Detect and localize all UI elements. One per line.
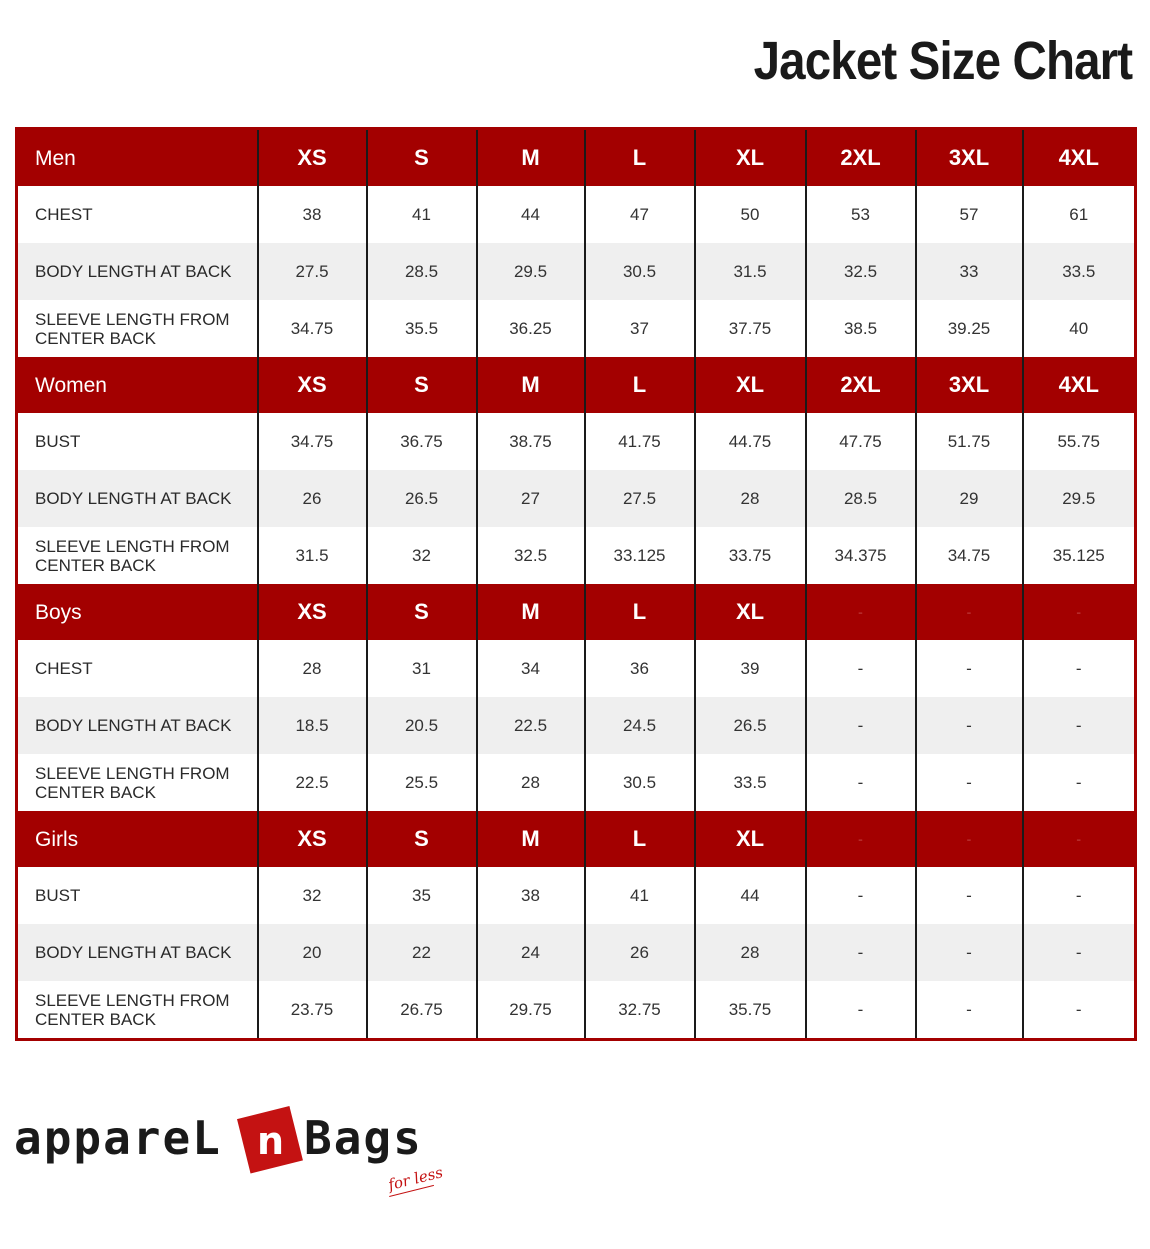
- measurement-label: BODY LENGTH AT BACK: [17, 470, 258, 527]
- measurement-row: [17, 867, 1136, 924]
- measurement-value: -: [1023, 981, 1136, 1040]
- size-header-cell: 2XL: [806, 129, 916, 187]
- measurement-value: 36.25: [477, 300, 585, 357]
- size-header-cell: XL: [695, 129, 806, 187]
- measurement-value: 32.5: [806, 243, 916, 300]
- size-header-cell: XS: [258, 584, 367, 640]
- measurement-value: 32.75: [585, 981, 695, 1040]
- logo-right-text: Bags: [304, 1111, 423, 1165]
- measurement-value: 41: [367, 186, 477, 243]
- measurement-value: 36.75: [367, 413, 477, 470]
- size-chart-table: [15, 127, 1137, 1041]
- logo-left-text: appareL: [14, 1111, 222, 1165]
- measurement-label: BUST: [17, 867, 258, 924]
- measurement-row: [17, 924, 1136, 981]
- measurement-value: 47: [585, 186, 695, 243]
- measurement-value: -: [916, 867, 1023, 924]
- measurement-value: 36: [585, 640, 695, 697]
- measurement-value: 47.75: [806, 413, 916, 470]
- measurement-value: 33: [916, 243, 1023, 300]
- measurement-value: 31.5: [258, 527, 367, 584]
- size-header-cell: M: [477, 584, 585, 640]
- brand-logo: [14, 1102, 445, 1195]
- measurement-label: BODY LENGTH AT BACK: [17, 924, 258, 981]
- size-header-cell: XL: [695, 811, 806, 867]
- size-header-cell: S: [367, 129, 477, 187]
- measurement-label: BODY LENGTH AT BACK: [17, 697, 258, 754]
- size-header-cell: L: [585, 811, 695, 867]
- size-header-cell: 4XL: [1023, 129, 1136, 187]
- measurement-label: BODY LENGTH AT BACK: [17, 243, 258, 300]
- measurement-value: 22.5: [258, 754, 367, 811]
- measurement-row: [17, 300, 1136, 357]
- measurement-value: 31: [367, 640, 477, 697]
- measurement-value: 22: [367, 924, 477, 981]
- size-header-cell: L: [585, 584, 695, 640]
- measurement-value: 31.5: [695, 243, 806, 300]
- measurement-value: -: [1023, 924, 1136, 981]
- measurement-row: [17, 640, 1136, 697]
- measurement-value: 20: [258, 924, 367, 981]
- size-header-cell: -: [916, 584, 1023, 640]
- size-header-cell: M: [477, 811, 585, 867]
- measurement-value: 28: [477, 754, 585, 811]
- measurement-value: 34: [477, 640, 585, 697]
- measurement-value: 26.75: [367, 981, 477, 1040]
- measurement-value: 23.75: [258, 981, 367, 1040]
- measurement-value: 61: [1023, 186, 1136, 243]
- size-header-cell: S: [367, 811, 477, 867]
- measurement-value: 41: [585, 867, 695, 924]
- section-name: Girls: [17, 811, 258, 867]
- measurement-value: -: [806, 981, 916, 1040]
- measurement-value: 33.5: [1023, 243, 1136, 300]
- measurement-value: 18.5: [258, 697, 367, 754]
- measurement-value: 35.125: [1023, 527, 1136, 584]
- measurement-value: 25.5: [367, 754, 477, 811]
- size-header-cell: XS: [258, 811, 367, 867]
- measurement-label: CHEST: [17, 640, 258, 697]
- measurement-value: 34.75: [258, 300, 367, 357]
- measurement-value: 30.5: [585, 754, 695, 811]
- measurement-value: 53: [806, 186, 916, 243]
- size-header-cell: 2XL: [806, 357, 916, 413]
- measurement-value: -: [916, 754, 1023, 811]
- measurement-label: SLEEVE LENGTH FROM CENTER BACK: [17, 981, 258, 1040]
- measurement-row: [17, 754, 1136, 811]
- measurement-value: 37: [585, 300, 695, 357]
- size-header-cell: XS: [258, 129, 367, 187]
- measurement-value: -: [916, 640, 1023, 697]
- measurement-value: 44: [695, 867, 806, 924]
- measurement-value: 34.75: [258, 413, 367, 470]
- measurement-row: [17, 470, 1136, 527]
- logo-tagline: for less: [386, 1163, 445, 1195]
- measurement-value: 33.5: [695, 754, 806, 811]
- measurement-value: 28: [695, 924, 806, 981]
- measurement-value: -: [916, 981, 1023, 1040]
- measurement-row: [17, 527, 1136, 584]
- size-header-cell: S: [367, 357, 477, 413]
- measurement-value: 37.75: [695, 300, 806, 357]
- measurement-value: -: [806, 867, 916, 924]
- size-chart-body: [17, 129, 1136, 1040]
- measurement-row: [17, 697, 1136, 754]
- measurement-value: 38: [258, 186, 367, 243]
- measurement-value: 51.75: [916, 413, 1023, 470]
- section-name: Women: [17, 357, 258, 413]
- size-header-cell: 4XL: [1023, 357, 1136, 413]
- measurement-value: 30.5: [585, 243, 695, 300]
- measurement-value: 22.5: [477, 697, 585, 754]
- measurement-value: -: [916, 924, 1023, 981]
- measurement-value: 28.5: [806, 470, 916, 527]
- measurement-value: 38.75: [477, 413, 585, 470]
- measurement-value: 29: [916, 470, 1023, 527]
- measurement-label: SLEEVE LENGTH FROM CENTER BACK: [17, 527, 258, 584]
- section-header-row: [17, 811, 1136, 867]
- measurement-value: 33.125: [585, 527, 695, 584]
- section-name: Men: [17, 129, 258, 187]
- measurement-value: -: [1023, 697, 1136, 754]
- measurement-value: 24.5: [585, 697, 695, 754]
- measurement-value: 27.5: [585, 470, 695, 527]
- measurement-label: BUST: [17, 413, 258, 470]
- measurement-value: -: [1023, 867, 1136, 924]
- measurement-value: 39.25: [916, 300, 1023, 357]
- size-header-cell: -: [1023, 584, 1136, 640]
- size-header-cell: S: [367, 584, 477, 640]
- measurement-value: 32.5: [477, 527, 585, 584]
- size-header-cell: XL: [695, 584, 806, 640]
- measurement-value: 41.75: [585, 413, 695, 470]
- measurement-value: -: [806, 640, 916, 697]
- measurement-value: 26.5: [695, 697, 806, 754]
- measurement-value: 29.5: [477, 243, 585, 300]
- measurement-value: 27.5: [258, 243, 367, 300]
- logo-box-letter: n: [257, 1119, 285, 1163]
- measurement-value: 29.5: [1023, 470, 1136, 527]
- size-header-cell: XS: [258, 357, 367, 413]
- section-header-row: [17, 584, 1136, 640]
- measurement-value: 35: [367, 867, 477, 924]
- measurement-value: 55.75: [1023, 413, 1136, 470]
- measurement-value: 33.75: [695, 527, 806, 584]
- measurement-value: 29.75: [477, 981, 585, 1040]
- measurement-value: 32: [258, 867, 367, 924]
- measurement-value: 34.375: [806, 527, 916, 584]
- measurement-value: 20.5: [367, 697, 477, 754]
- measurement-value: 27: [477, 470, 585, 527]
- measurement-label: SLEEVE LENGTH FROM CENTER BACK: [17, 754, 258, 811]
- measurement-value: 39: [695, 640, 806, 697]
- measurement-value: -: [1023, 754, 1136, 811]
- measurement-row: [17, 981, 1136, 1040]
- measurement-value: 32: [367, 527, 477, 584]
- size-header-cell: L: [585, 129, 695, 187]
- measurement-row: [17, 243, 1136, 300]
- measurement-value: -: [806, 754, 916, 811]
- section-header-row: [17, 129, 1136, 187]
- measurement-label: SLEEVE LENGTH FROM CENTER BACK: [17, 300, 258, 357]
- size-header-cell: M: [477, 129, 585, 187]
- measurement-label: CHEST: [17, 186, 258, 243]
- measurement-value: -: [1023, 640, 1136, 697]
- measurement-value: 35.75: [695, 981, 806, 1040]
- size-header-cell: -: [806, 811, 916, 867]
- measurement-value: 28.5: [367, 243, 477, 300]
- measurement-value: 26: [258, 470, 367, 527]
- measurement-value: 50: [695, 186, 806, 243]
- measurement-value: -: [916, 697, 1023, 754]
- measurement-value: -: [806, 924, 916, 981]
- measurement-value: 38: [477, 867, 585, 924]
- measurement-value: -: [806, 697, 916, 754]
- measurement-value: 35.5: [367, 300, 477, 357]
- page-title: Jacket Size Chart: [753, 31, 1132, 91]
- measurement-value: 28: [258, 640, 367, 697]
- size-header-cell: 3XL: [916, 357, 1023, 413]
- size-header-cell: M: [477, 357, 585, 413]
- measurement-value: 28: [695, 470, 806, 527]
- size-header-cell: XL: [695, 357, 806, 413]
- size-header-cell: 3XL: [916, 129, 1023, 187]
- measurement-value: 26.5: [367, 470, 477, 527]
- size-header-cell: -: [1023, 811, 1136, 867]
- size-header-cell: -: [916, 811, 1023, 867]
- section-name: Boys: [17, 584, 258, 640]
- measurement-value: 26: [585, 924, 695, 981]
- size-header-cell: L: [585, 357, 695, 413]
- measurement-row: [17, 413, 1136, 470]
- measurement-row: [17, 186, 1136, 243]
- size-header-cell: -: [806, 584, 916, 640]
- measurement-value: 24: [477, 924, 585, 981]
- measurement-value: 44: [477, 186, 585, 243]
- measurement-value: 40: [1023, 300, 1136, 357]
- section-header-row: [17, 357, 1136, 413]
- measurement-value: 34.75: [916, 527, 1023, 584]
- measurement-value: 57: [916, 186, 1023, 243]
- measurement-value: 38.5: [806, 300, 916, 357]
- measurement-value: 44.75: [695, 413, 806, 470]
